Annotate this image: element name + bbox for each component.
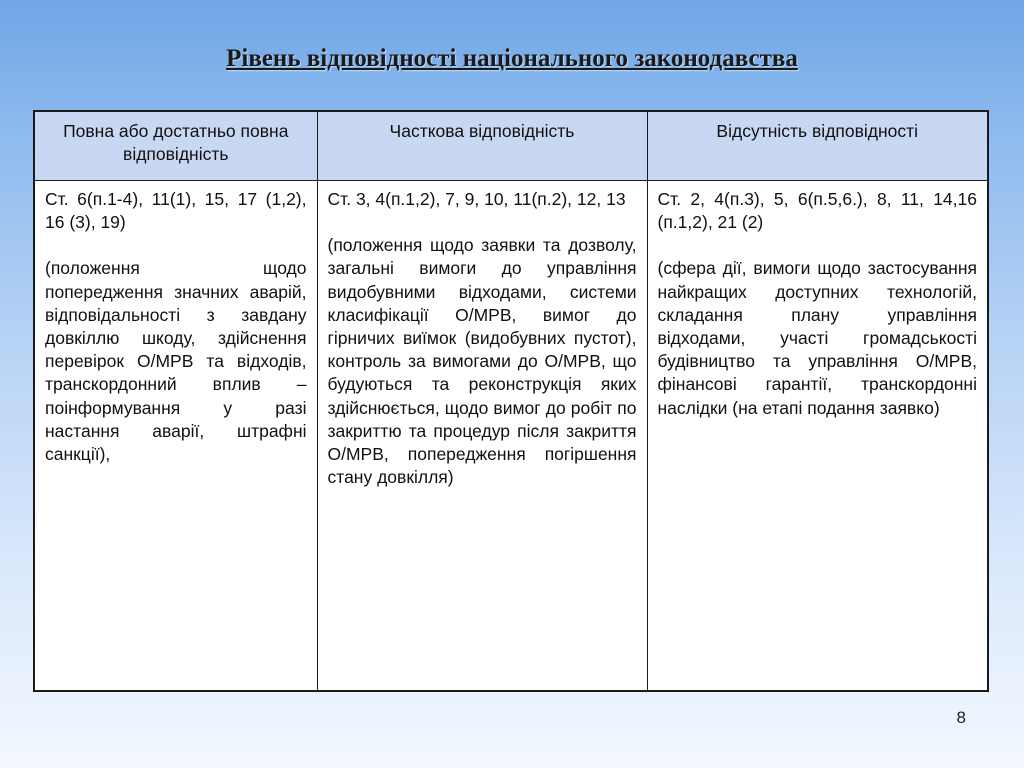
table-header-row <box>34 111 988 181</box>
description-partial-compliance: (положення щодо заявки та дозволу, загальні вимоги до управління видобувними відходами, системи класифікації О/МРВ, вимог до гірничих виїмок (видобувних пустот), контроль за вимогами до О/МРВ, що будуються та реконструкція яких здійснюється, щодо вимог до робіт по закриттю та процедур після закриття О/МРВ, попередження погіршення стану довкілля) <box>327 235 637 488</box>
articles-no-compliance: Ст. 2, 4(п.3), 5, 6(п.5,6.), 8, 11, 14,16 (п.1,2), 21 (2) <box>657 189 977 233</box>
description-no-compliance: (сфера дії, вимоги щодо застосування найкращих доступних технологій, складання плану управління відходами, участі громадськості будівництво та управління О/МРВ, фінансові гарантії, транскордонні наслідки (на етапі подання заявко) <box>657 258 977 418</box>
cell-no-compliance <box>647 181 988 692</box>
header-no-compliance: Відсутність відповідності <box>647 111 988 181</box>
cell-partial-compliance <box>317 181 647 692</box>
table-body-row <box>34 181 988 692</box>
compliance-table <box>33 110 989 692</box>
header-partial-compliance: Часткова відповідність <box>317 111 647 181</box>
articles-partial-compliance: Ст. 3, 4(п.1,2), 7, 9, 10, 11(п.2), 12, 13 <box>327 189 626 209</box>
slide-title: Рівень відповідності національного законодавства <box>226 45 798 72</box>
header-full-compliance: Повна або достатньо повна відповідність <box>34 111 317 181</box>
cell-full-compliance <box>34 181 317 692</box>
page-number: 8 <box>956 708 966 727</box>
description-full-compliance: (положення щодо попередження значних аварій, відповідальності з завдану довкіллю шкоду, здійснення перевірок О/МРВ та відходів, транскордонний вплив – поінформування у разі настання аварії, штрафні санкції), <box>45 258 307 465</box>
articles-full-compliance: Ст. 6(п.1-4), 11(1), 15, 17 (1,2), 16 (3), 19) <box>45 189 307 233</box>
